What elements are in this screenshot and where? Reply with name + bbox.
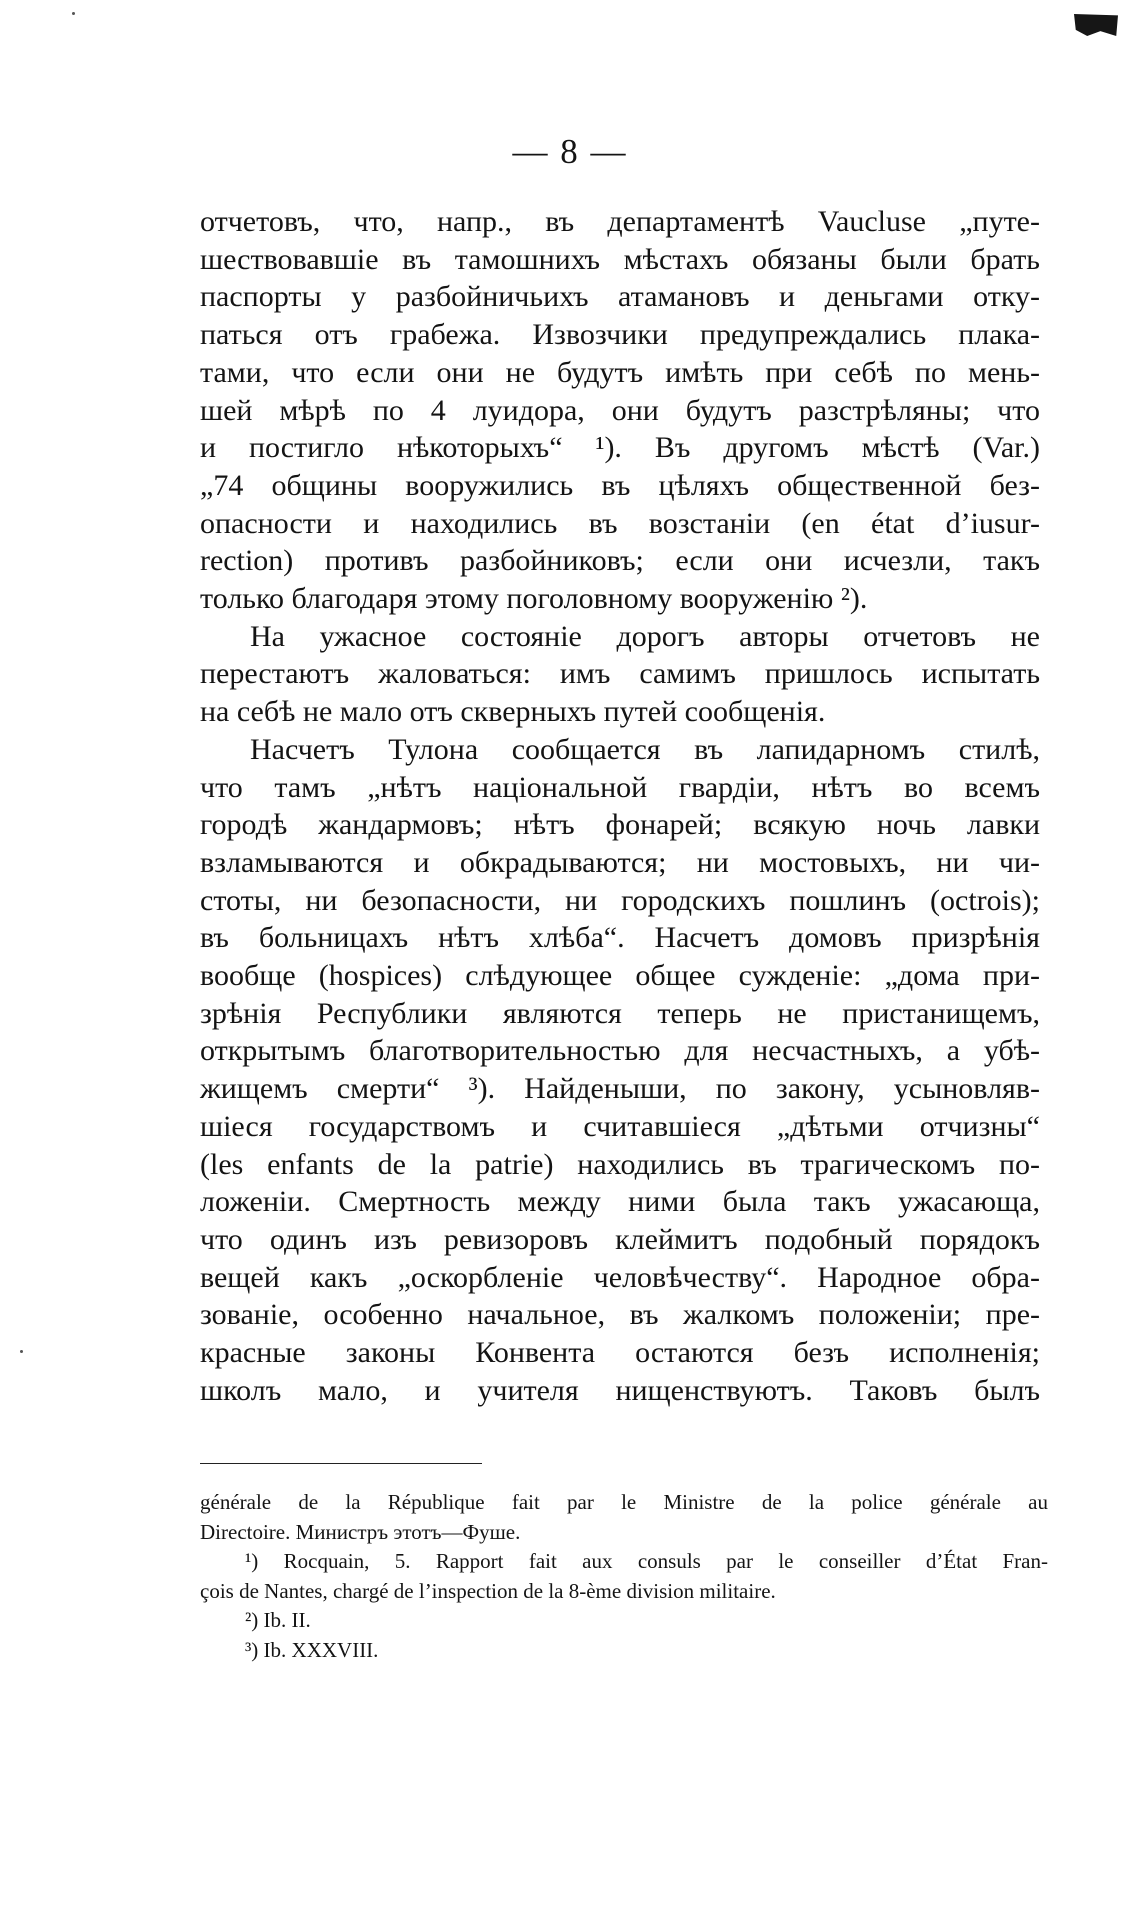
paragraph-3 bbox=[200, 731, 1040, 1410]
scan-corner-mark bbox=[1074, 14, 1118, 36]
footnote-line: Directoire. Министръ этотъ—Фуше. bbox=[200, 1519, 521, 1544]
text-line: что одинъ изъ ревизоровъ клеймитъ подобный порядокъ bbox=[200, 1222, 1040, 1256]
text-line: зрѣнія Республики являются теперь не пристанищемъ, bbox=[200, 996, 1040, 1030]
text-line: на себѣ не мало отъ скверныхъ путей сообщенія. bbox=[200, 695, 826, 729]
scan-speck bbox=[20, 1350, 23, 1353]
text-line: шествовавшіе въ тамошнихъ мѣстахъ обязаны были брать bbox=[200, 242, 1040, 276]
text-line: открытымъ благотворительностью для несчастныхъ, а убѣ- bbox=[200, 1034, 1040, 1068]
footnote-line: générale de la République fait par le Ministre de la police générale au bbox=[200, 1490, 1048, 1514]
text-line: паспорты у разбойничьихъ атамановъ и деньгами отку- bbox=[200, 280, 1040, 314]
text-line: На ужасное состояніе дорогъ авторы отчетовъ не bbox=[250, 619, 1040, 653]
text-line: вообще (hospices) слѣдующее общее сужденіе: „дома при- bbox=[200, 959, 1040, 993]
text-line: rection) противъ разбойниковъ; если они исчезли, такъ bbox=[200, 544, 1040, 578]
footnotes bbox=[200, 1488, 1048, 1665]
text-line: красные законы Конвента остаются безъ исполненія; bbox=[200, 1336, 1040, 1370]
text-line: и постигло нѣкоторыхъ“ ¹). Въ другомъ мѣстѣ (Var.) bbox=[200, 431, 1040, 465]
text-line: зованіе, особенно начальное, въ жалкомъ положеніи; пре- bbox=[200, 1298, 1040, 1332]
text-line: въ больницахъ нѣтъ хлѣба“. Насчетъ домовъ призрѣнія bbox=[200, 921, 1040, 955]
footnote-line: çois de Nantes, chargé de l’inspection de la 8-ème division militaire. bbox=[200, 1578, 776, 1603]
scan-speck bbox=[72, 12, 75, 15]
page-number: — 8 — bbox=[512, 132, 628, 171]
text-line: только благодаря этому поголовному вооруженію ²). bbox=[200, 582, 868, 616]
text-line: опасности и находились въ возстаніи (en état d’iusur- bbox=[200, 506, 1040, 540]
text-line: перестаютъ жаловаться: имъ самимъ пришлось испытать bbox=[200, 657, 1040, 691]
text-line: взламываются и обкрадываются; ни мостовыхъ, ни чи- bbox=[200, 845, 1040, 879]
paragraph-2 bbox=[200, 618, 1040, 731]
text-line: ложеніи. Смертность между ними была такъ ужасающа, bbox=[200, 1185, 1040, 1219]
text-line: вещей какъ „оскорбленіе человѣчеству“. Народное обра- bbox=[200, 1260, 1040, 1294]
text-line: (les enfants de la patrie) находились въ трагическомъ по- bbox=[200, 1147, 1040, 1181]
text-line: Насчетъ Тулона сообщается въ лапидарномъ стилѣ, bbox=[250, 732, 1040, 766]
text-line: жищемъ смерти“ ³). Найденыши, по закону, усыновляв- bbox=[200, 1072, 1040, 1106]
text-line: шей мѣрѣ по 4 луидора, они будутъ разстрѣляны; что bbox=[200, 393, 1040, 427]
text-line: паться отъ грабежа. Извозчики предупреждались плака- bbox=[200, 318, 1040, 352]
text-line: стоты, ни безопасности, ни городскихъ пошлинъ (octrois); bbox=[200, 883, 1040, 917]
footnote-line: ³) Ib. XXXVIII. bbox=[245, 1637, 379, 1662]
text-line: школъ мало, и учителя нищенствуютъ. Таковъ былъ bbox=[200, 1373, 1040, 1407]
paragraph-1 bbox=[200, 203, 1040, 618]
text-line: отчетовъ, что, напр., въ департаментѣ Vaucluse „путе- bbox=[200, 205, 1040, 238]
text-line: городѣ жандармовъ; нѣтъ фонарей; всякую ночь лавки bbox=[200, 808, 1040, 842]
footnote-line: ¹) Rocquain, 5. Rapport fait aux consuls par le conseiller d’État Fran- bbox=[245, 1549, 1048, 1573]
text-line: шіеся государствомъ и считавшіеся „дѣтьми отчизны“ bbox=[200, 1109, 1040, 1143]
body-text bbox=[200, 203, 1040, 1410]
text-line: „74 общины вооружились въ цѣляхъ общественной без- bbox=[200, 468, 1040, 502]
footnote-separator bbox=[200, 1463, 482, 1464]
footnote-line: ²) Ib. II. bbox=[245, 1608, 311, 1632]
text-line: тами, что если они не будутъ имѣть при себѣ по мень- bbox=[200, 355, 1040, 389]
text-line: что тамъ „нѣтъ національной гвардіи, нѣтъ во всемъ bbox=[200, 770, 1040, 804]
